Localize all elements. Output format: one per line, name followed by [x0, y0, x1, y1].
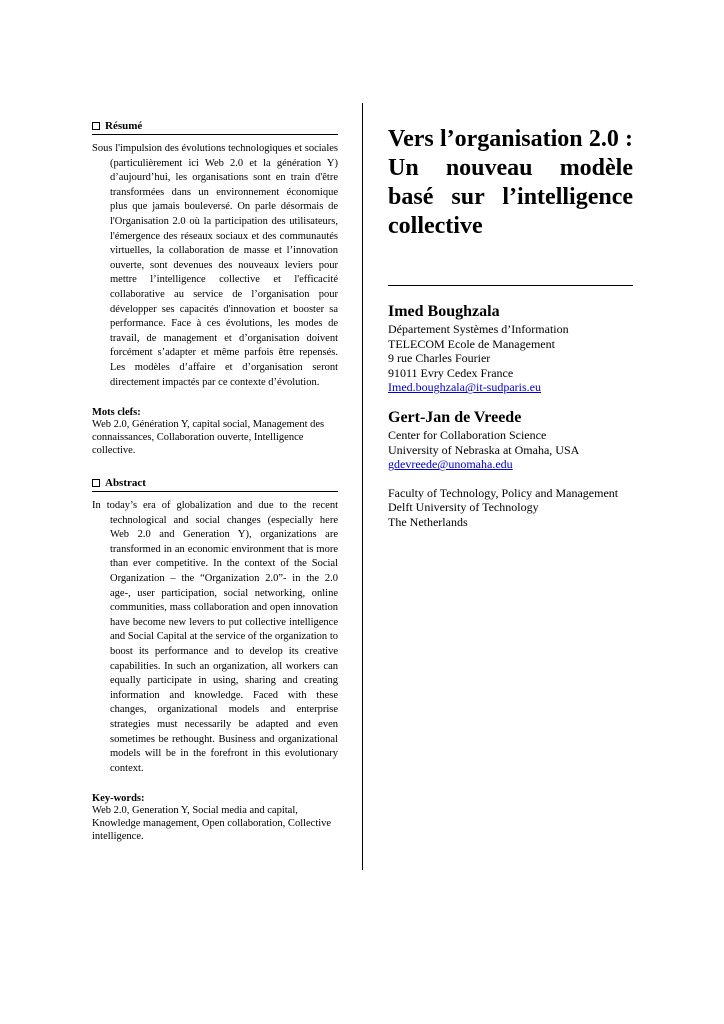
- abstract-heading-label: Abstract: [105, 477, 146, 490]
- author-2: [388, 408, 648, 530]
- checkbox-square-icon: [92, 479, 100, 487]
- paper-title: Vers l’organisation 2.0 : Un nouveau modèle basé sur l’intelligence collective: [388, 126, 633, 239]
- checkbox-square-icon: [92, 122, 100, 130]
- affiliation-line: Center for Collaboration Science: [388, 428, 547, 442]
- affiliation-line: Département Systèmes d’Information: [388, 322, 569, 336]
- keywords-text: Web 2.0, Generation Y, Social media and capital, Knowledge management, Open collaboration, Collective intelligence.: [92, 805, 332, 843]
- abstract-heading: [92, 477, 338, 492]
- author-name: Gert-Jan de Vreede: [388, 409, 522, 426]
- author-email-link[interactable]: gdevreede@unomaha.edu: [388, 457, 513, 472]
- author-email-link[interactable]: Imed.boughzala@it-sudparis.eu: [388, 380, 542, 395]
- affiliation-line: Faculty of Technology, Policy and Management: [388, 485, 619, 500]
- affiliation-line: Delft University of Technology: [388, 500, 539, 515]
- affiliation-line: 91011 Evry Cedex France: [388, 365, 514, 380]
- affiliation-line: University of Nebraska at Omaha, USA: [388, 442, 580, 457]
- affiliation-line: The Netherlands: [388, 514, 468, 529]
- column-divider: [362, 103, 363, 870]
- abstract-text: In today’s era of globalization and due to the recent technological and social changes (especially here Web 2.0 and Generation Y), organizations are transformed in an economic environment that is more than ever competitive. In the context of the Social Organization – the “Organization 2.0”- in the 2.0 age-, user participation, social networking, online communities, mass collaboration and open innovation have become new levers to put collective intelligence and Social Capital at the service of the organization to boost its performance and to develop its creative capabilities. In such an organization, all workers can equally participate in using, sharing and creating information and knowledge. Faced with these changes, organizational models and enterprise strategies must necessarily be adapted and even sometimes be rethought. Business and organizational models will be in the forefront in this evolutionary context.: [92, 500, 338, 774]
- resume-text: Sous l'impulsion des évolutions technologiques et sociales (particulièrement ici Web 2.0 et la génération Y) d’aujourd’hui, les organisations sont en train d'être transformées dans un environnement économique plus que jamais bouleversé. On parle désormais de l'Organisation 2.0 où la participation des utilisateurs, l'émergence des réseaux sociaux et des communautés virtuelles, la collaboration de masse et l’innovation ouverte, sont devenues des nouveaux leviers pour mettre l’intelligence collective et l'efficacité collaborative au service de l’organisation pour développer ses capacités d'innovation et booster sa performance. Face à ces évolutions, les modes de travail, de management et d’organisation doivent forcément s’adapter et même parfois être repensés. Les modèles d’affaire et d’organisation seront directement impactés par ce contexte d’évolution.: [92, 143, 338, 388]
- abstract-column: [92, 120, 338, 843]
- affiliation-line: TELECOM Ecole de Management: [388, 336, 555, 351]
- affiliation-line: 9 rue Charles Fourier: [388, 351, 491, 366]
- resume-heading: [92, 120, 338, 135]
- title-block: [388, 125, 633, 241]
- title-divider: [388, 285, 633, 286]
- spacer: [388, 472, 648, 486]
- author-name: Imed Boughzala: [388, 303, 500, 320]
- resume-heading-label: Résumé: [105, 120, 143, 132]
- keywords-heading: Key-words:: [92, 793, 145, 805]
- mots-clefs-heading: Mots clefs:: [92, 407, 141, 419]
- mots-clefs-text: Web 2.0, Génération Y, capital social, Management des connaissances, Collaboration ouverte, Intelligence collective.: [92, 419, 325, 457]
- author-1: [388, 302, 648, 395]
